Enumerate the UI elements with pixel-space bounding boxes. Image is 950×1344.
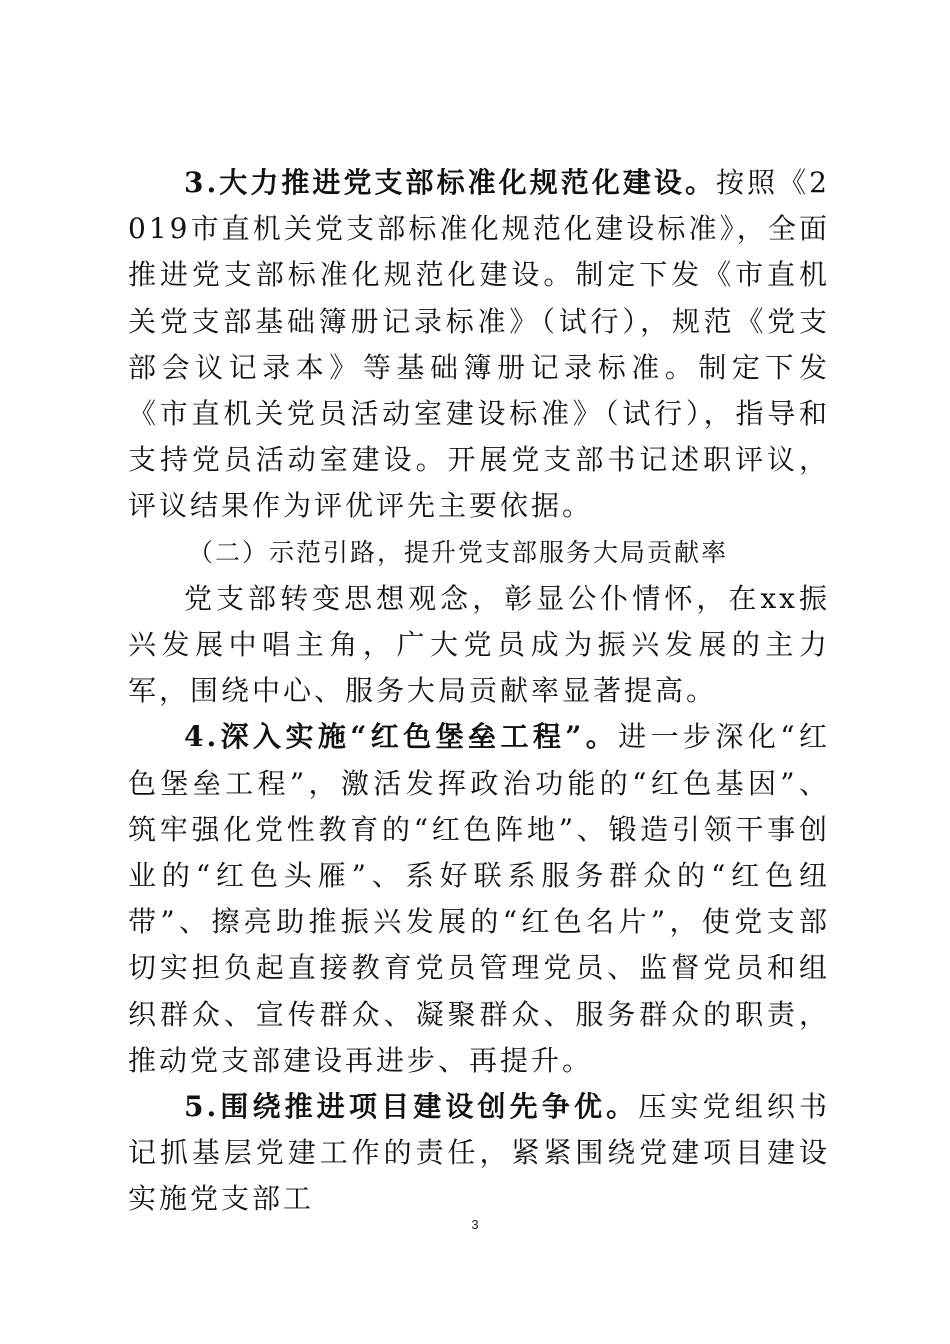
section-intro: 党支部转变思想观念，彰显公仆情怀，在xx振兴发展中唱主角，广大党员成为振兴发展的主力军，围绕中心、服务大局贡献率显著提高。 [128,581,830,708]
document-body [128,160,830,1223]
item-5-text: 压实党组织书记抓基层党建工作的责任，紧紧围绕党建项目建设实施党支部工 [128,1090,830,1216]
paragraph-item-5 [128,1084,830,1223]
item-4-text: 进一步深化“红色堡垒工程”，激活发挥政治功能的“红色基因”、筑牢强化党性教育的“红色阵地”、锻造引领干事创业的“红色头雁”、系好联系服务群众的“红色纽带”、擦亮助推振兴发展的“红色名片”，使党支部切实担负起直接教育党员管理党员、监督党员和组织群众、宣传群众、凝聚群众、服务群众的职责，推动党支部建设再进步、再提升。 [128,720,830,1077]
item-5-heading: 5.围绕推进项目建设创先争优。 [184,1090,639,1124]
paragraph-item-3 [128,160,830,530]
paragraph-item-4 [128,714,830,1084]
item-3-heading: 3.大力推进党支部标准化规范化建设。 [184,166,717,199]
item-4-heading: 4.深入实施“红色堡垒工程”。 [184,720,619,754]
item-3-text: 按照《2019市直机关党支部标准化规范化建设标准》，全面推进党支部标准化规范化建设。制定下发《市直机关党支部基础簿册记录标准》（试行），规范《党支部会议记录本》等基础簿册记录标准。制定下发《市直机关党员活动室建设标准》（试行），指导和支持党员活动室建设。开展党支部书记述职评议，评议结果作为评优评先主要依据。 [128,166,830,523]
section-heading: （二）示范引路，提升党支部服务大局贡献率 [188,537,729,567]
page-number: 3 [471,1217,479,1232]
